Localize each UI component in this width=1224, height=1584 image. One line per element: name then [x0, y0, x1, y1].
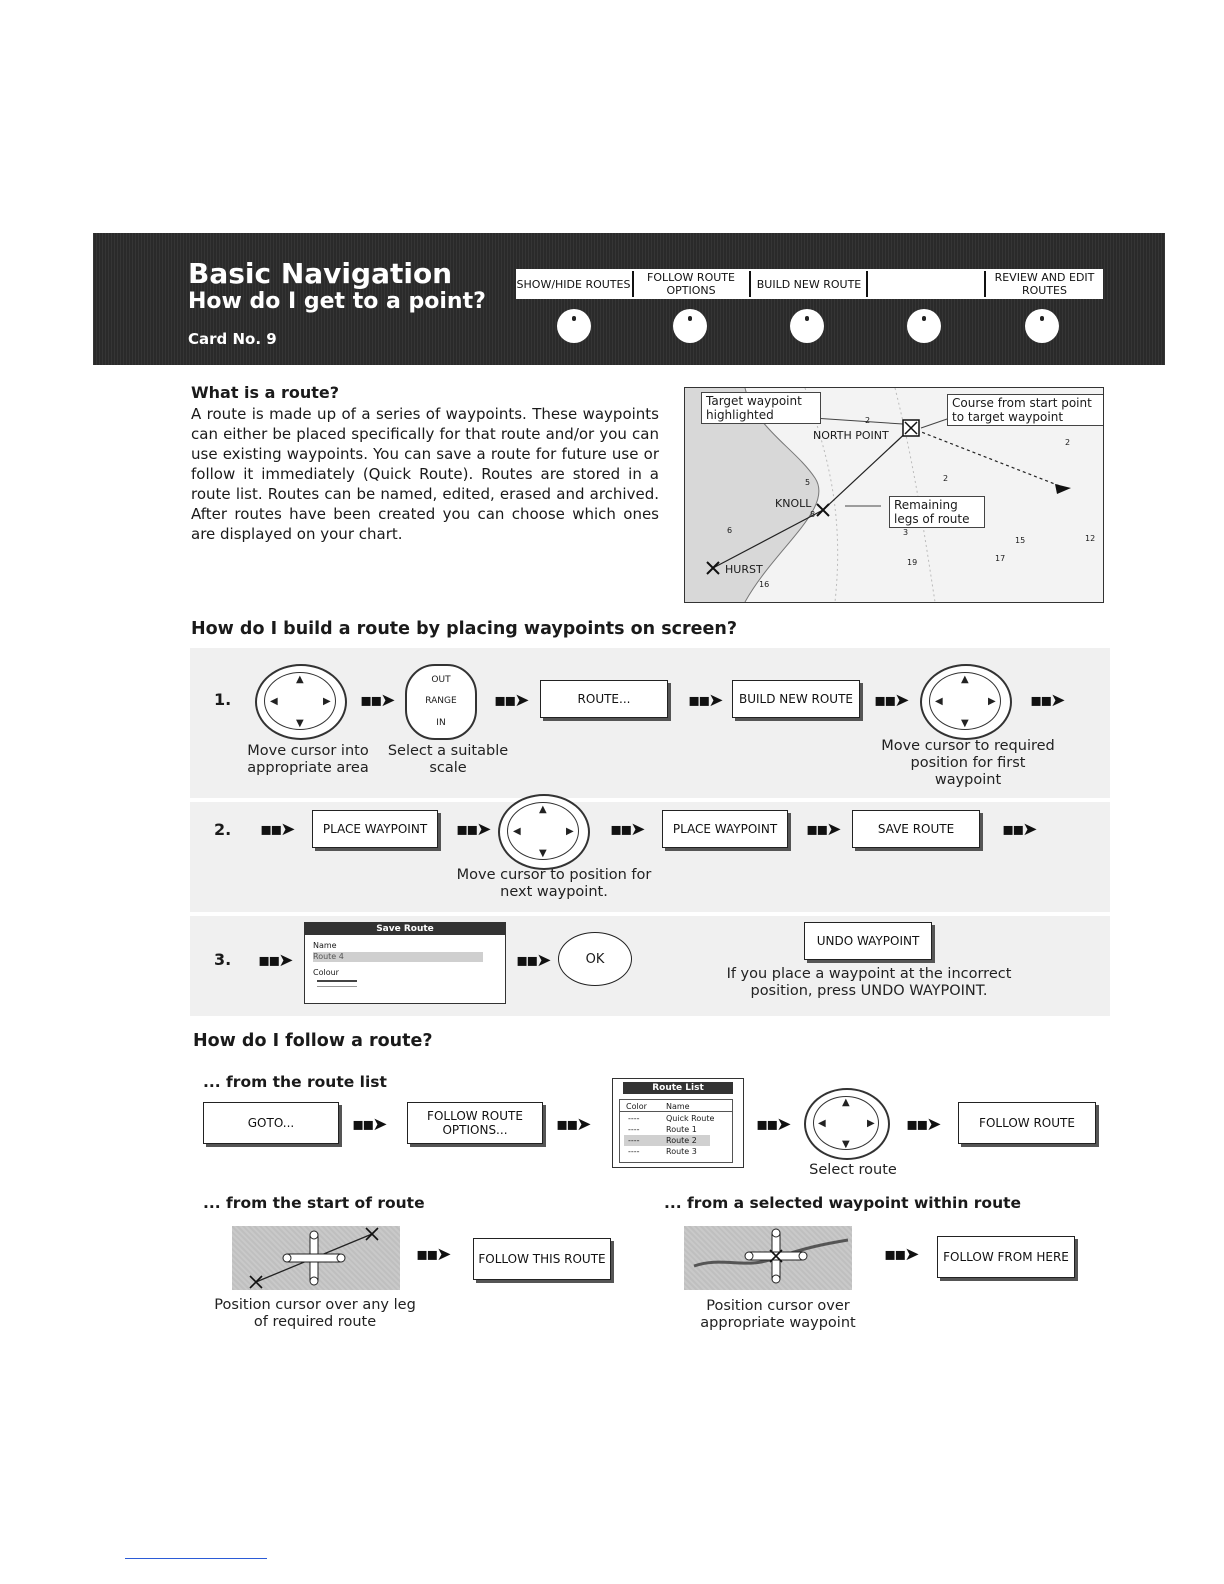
- softkey-show-hide-routes[interactable]: SHOW/HIDE ROUTES: [516, 277, 631, 291]
- place-waypoint-button[interactable]: PLACE WAYPOINT: [312, 810, 438, 848]
- range-out-label: OUT: [431, 675, 451, 685]
- colour-swatch[interactable]: [317, 980, 357, 982]
- route-list-header-name: Name: [666, 1102, 690, 1111]
- follow-route-options-button[interactable]: FOLLOW ROUTE OPTIONS...: [407, 1102, 543, 1144]
- softkey-knob-2[interactable]: [673, 309, 707, 343]
- build-new-route-button[interactable]: BUILD NEW ROUTE: [732, 680, 860, 718]
- callout-leader: [813, 418, 903, 424]
- waypoint-image: [684, 1226, 852, 1290]
- dialog-colour-label: Colour: [313, 968, 339, 977]
- flow-arrow-icon: ▪▪➤: [352, 1114, 386, 1135]
- flow-arrow-icon: ▪▪➤: [906, 1114, 940, 1135]
- caption-first-waypoint: Move cursor to required position for first waypoint: [881, 738, 1055, 788]
- undo-waypoint-button[interactable]: UNDO WAYPOINT: [804, 922, 932, 960]
- ok-button[interactable]: OK: [558, 932, 632, 986]
- depth-sounding: 2: [865, 416, 871, 425]
- card-subtitle: How do I get to a point?: [188, 289, 486, 314]
- depth-sounding: 16: [759, 580, 770, 589]
- softkey-bar: [516, 269, 1103, 299]
- arrow-up-icon: ▲: [539, 804, 547, 815]
- waypoint-x-icon: [250, 1276, 262, 1288]
- route-list-item[interactable]: Route 1: [666, 1125, 697, 1134]
- depth-sounding: 3: [903, 528, 909, 537]
- caption-undo: If you place a waypoint at the incorrect position, press UNDO WAYPOINT.: [726, 966, 1012, 999]
- route-intro-heading: What is a route?: [191, 383, 340, 402]
- route-leg-image: [232, 1226, 400, 1290]
- save-route-dialog: [304, 922, 506, 1004]
- depth-sounding: 2: [1065, 438, 1071, 447]
- arrow-left-icon: ◀: [513, 826, 521, 837]
- build-route-heading: How do I build a route by placing waypoints on screen?: [191, 619, 737, 639]
- softkey-knob-5[interactable]: [1025, 309, 1059, 343]
- card-title: Basic Navigation: [188, 257, 453, 290]
- range-button[interactable]: [405, 664, 477, 740]
- softkey-knob-1[interactable]: [557, 309, 591, 343]
- flow-arrow-icon: ▪▪➤: [756, 1114, 790, 1135]
- route-list-header-color: Color: [626, 1102, 647, 1111]
- arrow-right-icon: ▶: [323, 696, 331, 707]
- depth-sounding: 17: [995, 554, 1006, 563]
- callout-leader: [921, 418, 950, 428]
- arrow-left-icon: ◀: [818, 1118, 826, 1129]
- cursor-pad-step1[interactable]: [255, 664, 347, 740]
- route-list-dialog: [612, 1078, 744, 1168]
- from-route-list-heading: ... from the route list: [203, 1073, 387, 1091]
- dialog-name-label: Name: [313, 941, 337, 950]
- depth-sounding: 5: [805, 478, 811, 487]
- route-list-divider: [620, 1111, 732, 1112]
- flow-arrow-icon: ▪▪➤: [416, 1244, 450, 1265]
- waypoint-graphic: [684, 1226, 852, 1290]
- route-list-title: Route List: [623, 1082, 733, 1094]
- flow-arrow-icon: ▪▪➤: [494, 690, 528, 711]
- from-waypoint-heading: ... from a selected waypoint within route: [664, 1194, 1022, 1212]
- softkey-blank[interactable]: [868, 269, 982, 299]
- flow-arrow-icon: ▪▪➤: [1030, 690, 1064, 711]
- flow-arrow-icon: ▪▪➤: [260, 819, 294, 840]
- step2-number: 2.: [214, 820, 232, 839]
- route-color-marker: ----: [628, 1136, 640, 1145]
- place-waypoint-button-2[interactable]: PLACE WAYPOINT: [662, 810, 788, 848]
- label-knoll: KNOLL: [775, 497, 812, 510]
- arrow-up-icon: ▲: [961, 674, 969, 685]
- caption-next-waypoint: Move cursor to position for next waypoint.: [456, 867, 652, 900]
- softkey-review-edit-routes[interactable]: REVIEW AND EDIT ROUTES: [994, 271, 1095, 297]
- caption-move-cursor: Move cursor into appropriate area: [247, 743, 369, 776]
- flow-arrow-icon: ▪▪➤: [456, 819, 490, 840]
- flow-arrow-icon: ▪▪➤: [556, 1114, 590, 1135]
- footer-rule: [125, 1558, 267, 1559]
- label-north-point: NORTH POINT: [813, 429, 889, 442]
- arrow-left-icon: ◀: [935, 696, 943, 707]
- cursor-pad-follow[interactable]: [804, 1088, 890, 1160]
- course-line: [911, 428, 1065, 488]
- callout-remaining-legs: Remaining legs of route: [889, 496, 985, 528]
- depth-sounding: 12: [1085, 534, 1096, 543]
- route-list-item[interactable]: Route 3: [666, 1147, 697, 1156]
- dialog-name-input[interactable]: Route 4: [313, 952, 483, 962]
- arrow-down-icon: ▼: [842, 1139, 850, 1150]
- flow-arrow-icon: ▪▪➤: [360, 690, 394, 711]
- flow-arrow-icon: ▪▪➤: [610, 819, 644, 840]
- flow-arrow-icon: ▪▪➤: [806, 819, 840, 840]
- route-color-marker: ----: [628, 1114, 640, 1123]
- follow-route-button[interactable]: FOLLOW ROUTE: [958, 1102, 1096, 1144]
- step1-number: 1.: [214, 690, 232, 709]
- arrow-right-icon: ▶: [988, 696, 996, 707]
- caption-position-waypoint: Position cursor over appropriate waypoint: [700, 1298, 856, 1331]
- softkey-follow-route-options[interactable]: FOLLOW ROUTE OPTIONS: [647, 271, 735, 297]
- card-header: [93, 233, 1165, 365]
- route-intro-text: A route is made up of a series of waypoints. These waypoints can either be placed specifically for that route and/or you can use existing waypoints. You can save a route for future use or follow it immediately (Quick Route). Routes are stored in a route list. Routes can be named, edited, erased and archived. After routes have been created you can choose which ones are displayed on your chart.: [191, 405, 659, 543]
- arrow-down-icon: ▼: [296, 718, 304, 729]
- arrow-up-icon: ▲: [842, 1097, 850, 1108]
- arrow-down-icon: ▼: [539, 848, 547, 859]
- flow-arrow-icon: ▪▪➤: [1002, 819, 1036, 840]
- colour-swatch[interactable]: [317, 986, 357, 987]
- depth-sounding: 15: [1015, 536, 1026, 545]
- caption-select-route: Select route: [809, 1162, 897, 1178]
- softkey-build-new-route[interactable]: BUILD NEW ROUTE: [756, 277, 862, 291]
- route-color-marker: ----: [628, 1125, 640, 1134]
- save-route-button[interactable]: SAVE ROUTE: [852, 810, 980, 848]
- softkey-knob-4[interactable]: [907, 309, 941, 343]
- arrow-up-icon: ▲: [296, 674, 304, 685]
- range-label: RANGE: [425, 696, 457, 706]
- arrow-left-icon: ◀: [270, 696, 278, 707]
- vessel-icon: [1055, 484, 1071, 494]
- depth-sounding: 2: [943, 474, 949, 483]
- callout-course: Course from start point to target waypoint: [947, 394, 1104, 426]
- arrow-down-icon: ▼: [961, 718, 969, 729]
- label-hurst: HURST: [725, 563, 763, 576]
- cursor-pad-step2[interactable]: [498, 794, 590, 870]
- depth-sounding: 19: [907, 558, 918, 567]
- cursor-pad-step1-b[interactable]: [920, 664, 1012, 740]
- callout-target-waypoint: Target waypoint highlighted: [701, 392, 821, 424]
- flow-arrow-icon: ▪▪➤: [884, 1244, 918, 1265]
- flow-arrow-icon: ▪▪➤: [874, 690, 908, 711]
- chart-map: [684, 387, 1104, 603]
- caption-position-leg: Position cursor over any leg of required route: [214, 1297, 416, 1330]
- route-list-table: [619, 1099, 733, 1163]
- waypoint-knoll-icon: [817, 504, 829, 516]
- step3-number: 3.: [214, 950, 232, 969]
- card-number: Card No. 9: [188, 330, 277, 348]
- follow-route-heading: How do I follow a route?: [193, 1031, 433, 1051]
- route-color-marker: ----: [628, 1147, 640, 1156]
- from-start-heading: ... from the start of route: [203, 1194, 425, 1212]
- route-list-item[interactable]: Quick Route: [666, 1114, 715, 1123]
- follow-from-here-button[interactable]: FOLLOW FROM HERE: [937, 1236, 1075, 1278]
- flow-arrow-icon: ▪▪➤: [688, 690, 722, 711]
- depth-sounding: 6: [727, 526, 733, 535]
- goto-button[interactable]: GOTO...: [203, 1102, 339, 1144]
- flow-arrow-icon: ▪▪➤: [516, 950, 550, 971]
- route-list-item-selected[interactable]: Route 2: [666, 1136, 697, 1145]
- follow-this-route-button[interactable]: FOLLOW THIS ROUTE: [473, 1238, 611, 1280]
- cursor-cross-icon: [283, 1231, 345, 1285]
- route-menu-button[interactable]: ROUTE...: [540, 680, 668, 718]
- save-route-dialog-title: Save Route: [305, 923, 505, 935]
- waypoint-x-icon: [366, 1228, 378, 1240]
- range-in-label: IN: [436, 718, 446, 728]
- route-leg-graphic: [232, 1226, 400, 1290]
- flow-arrow-icon: ▪▪➤: [258, 950, 292, 971]
- caption-select-scale: Select a suitable scale: [387, 743, 509, 776]
- arrow-right-icon: ▶: [566, 826, 574, 837]
- depth-sounding: 8: [810, 510, 816, 519]
- softkey-knob-3[interactable]: [790, 309, 824, 343]
- arrow-right-icon: ▶: [867, 1118, 875, 1129]
